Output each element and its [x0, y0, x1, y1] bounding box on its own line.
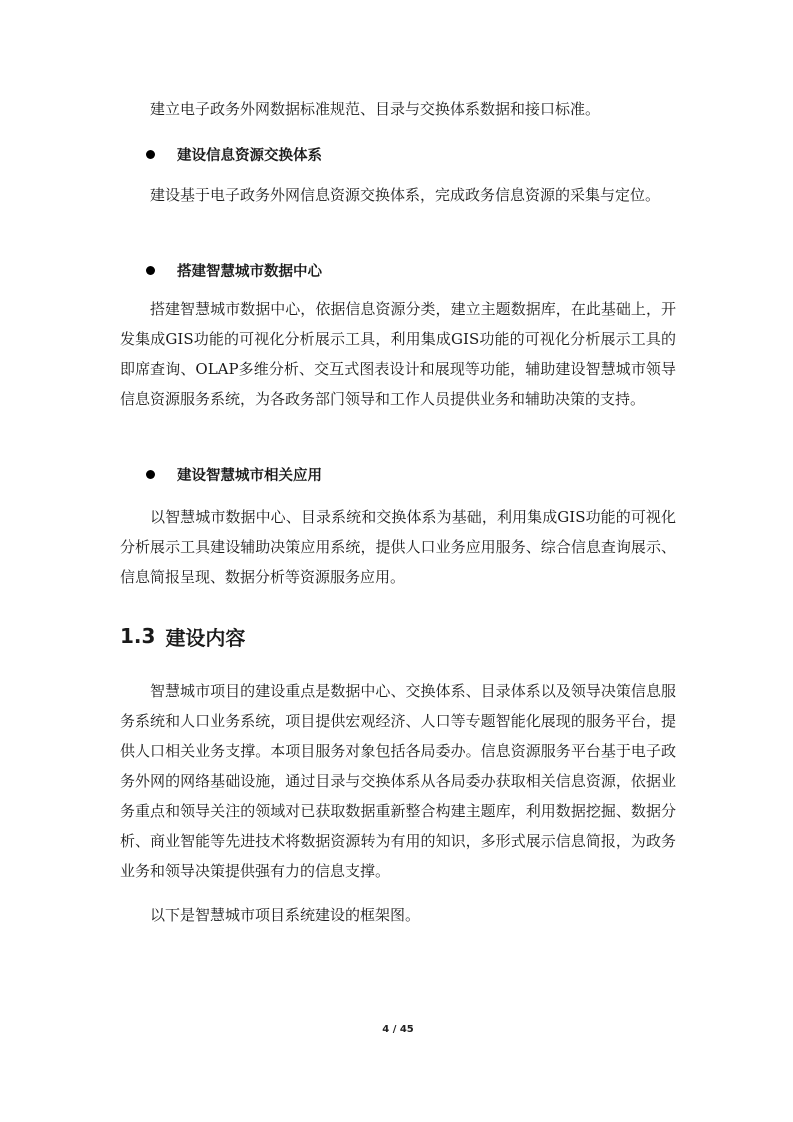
section-number: 1.3 [120, 624, 156, 648]
section-title: 建设内容 [165, 625, 246, 650]
section-heading [120, 618, 245, 654]
bullet-label: 建设信息资源交换体系 [177, 147, 322, 164]
paragraph-framework-intro: 以下是智慧城市项目系统建设的框架图。 [150, 906, 421, 924]
paragraph-construction-content: 智慧城市项目的建设重点是数据中心、交换体系、目录体系以及领导决策信息服务系统和人口业务系统，项目提供宏观经济、人口等专题智能化展现的服务平台，提供人口相关业务支撑。本项目服务对象包括各局委办。信息资源服务平台基于电子政务外网的网络基础设施，通过目录与交换体系从各局委办获取相关信息资源，依据业务重点和领导关注的领域对已获取数据重新整合构建主题库，利用数据挖掘、数据分析、商业智能等先进技术将数据资源转为有用的知识，多形式展示信息简报，为政务业务和领导决策提供强有力的信息支撑。 [120, 682, 676, 880]
page-number: 4 / 45 [382, 1024, 414, 1035]
paragraph-data-center: 搭建智慧城市数据中心，依据信息资源分类，建立主题数据库，在此基础上，开发集成GIS功能的可视化分析展示工具，利用集成GIS功能的可视化分析展示工具的即席查询、OLAP多维分析、交互式图表设计和展现等功能，辅助建设智慧城市领导信息资源服务系统，为各政务部门领导和工作人员提供业务和辅助决策的支持。 [120, 300, 676, 408]
bullet-item-data-center [120, 256, 676, 284]
bullet-label: 搭建智慧城市数据中心 [177, 263, 322, 280]
paragraph-applications: 以智慧城市数据中心、目录系统和交换体系为基础，利用集成GIS功能的可视化分析展示工具建设辅助决策应用系统，提供人口业务应用服务、综合信息查询展示、信息简报呈现、数据分析等资源服务应用。 [120, 508, 676, 586]
bullet-dot-icon [146, 470, 155, 479]
bullet-item-exchange-system [120, 140, 676, 168]
document-page [120, 0, 676, 1122]
bullet-label: 建设智慧城市相关应用 [177, 467, 322, 484]
paragraph-exchange-system: 建设基于电子政务外网信息资源交换体系，完成政务信息资源的采集与定位。 [150, 186, 661, 204]
bullet-dot-icon [146, 150, 155, 159]
bullet-item-applications [120, 460, 676, 488]
bullet-dot-icon [146, 266, 155, 275]
paragraph-standards: 建立电子政务外网数据标准规范、目录与交换体系数据和接口标准。 [150, 100, 601, 118]
